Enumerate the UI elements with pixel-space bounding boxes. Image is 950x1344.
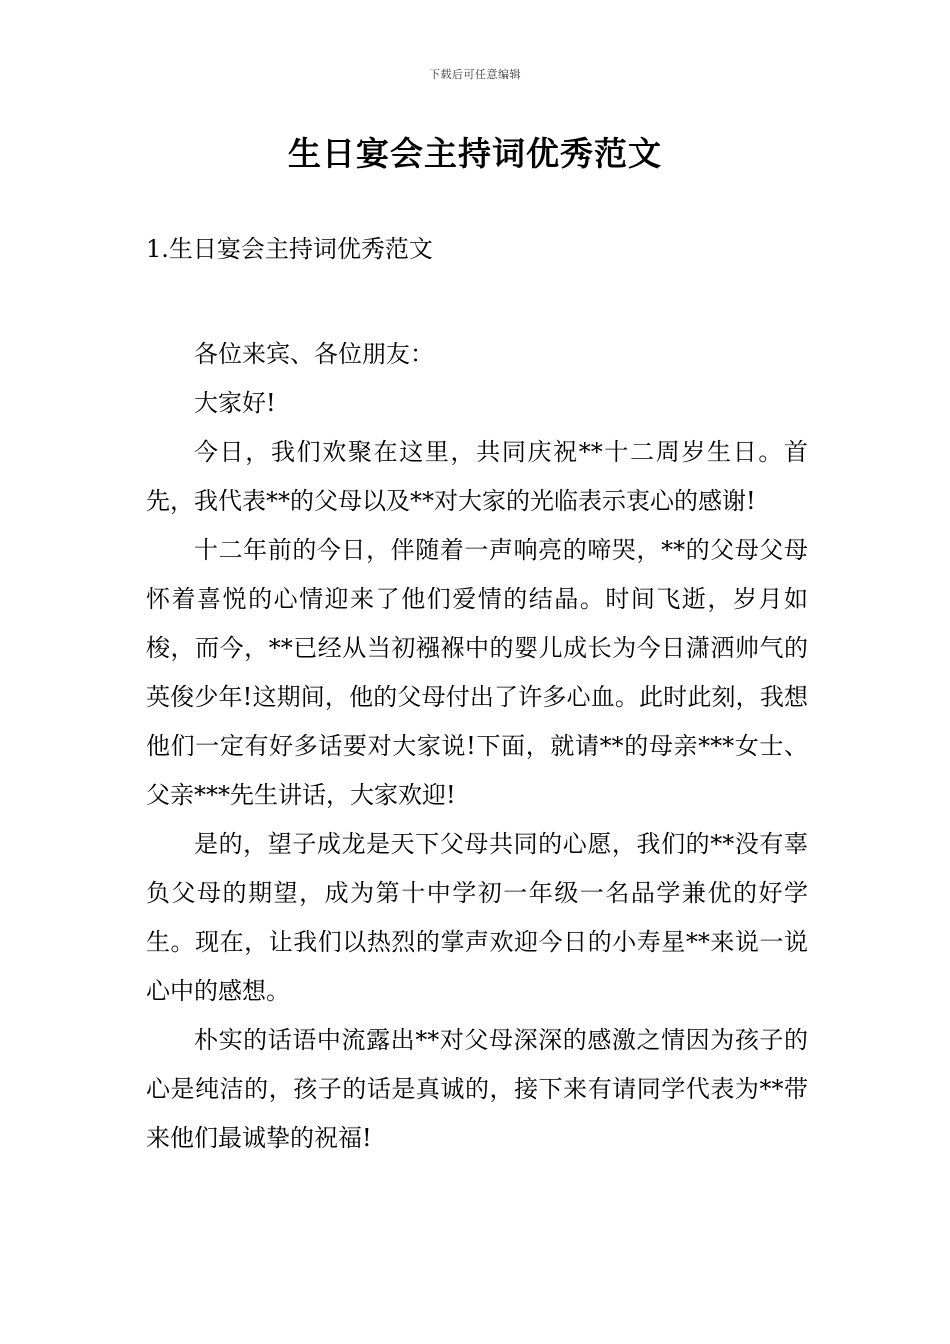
paragraph-hello: 大家好! bbox=[194, 389, 276, 417]
header-note: 下载后可任意编辑 bbox=[429, 68, 521, 81]
paragraph: 是的，望子成龙是天下父母共同的心愿，我们的**没有辜负父母的期望，成为第十中学初一年级一名品学兼优的好学生。现在，让我们以热烈的掌声欢迎今日的小寿星**来说一说心中的感想。 bbox=[146, 830, 808, 1005]
paragraph: 今日，我们欢聚在这里，共同庆祝**十二周岁生日。首先，我代表**的父母以及**对大家的光临表示衷心的感谢! bbox=[146, 438, 808, 515]
section-heading: 1.生日宴会主持词优秀范文 bbox=[146, 235, 433, 263]
paragraph: 朴实的话语中流露出**对父母深深的感激之情因为孩子的心是纯洁的，孩子的话是真诚的，接下来有请同学代表为**带来他们最诚挚的祝福! bbox=[146, 1026, 808, 1152]
body-text bbox=[146, 330, 808, 1163]
paragraph: 十二年前的今日，伴随着一声响亮的啼哭，**的父母父母怀着喜悦的心情迎来了他们爱情的结晶。时间飞逝，岁月如梭，而今，**已经从当初襁褓中的婴儿成长为今日潇洒帅气的英俊少年!这期间，他的父母付出了许多心血。此时此刻，我想他们一定有好多话要对大家说!下面，就请**的母亲***女士、父亲***先生讲话，大家欢迎! bbox=[146, 536, 808, 809]
document-title: 生日宴会主持词优秀范文 bbox=[288, 134, 662, 173]
paragraph-greeting: 各位来宾、各位朋友： bbox=[194, 340, 434, 368]
